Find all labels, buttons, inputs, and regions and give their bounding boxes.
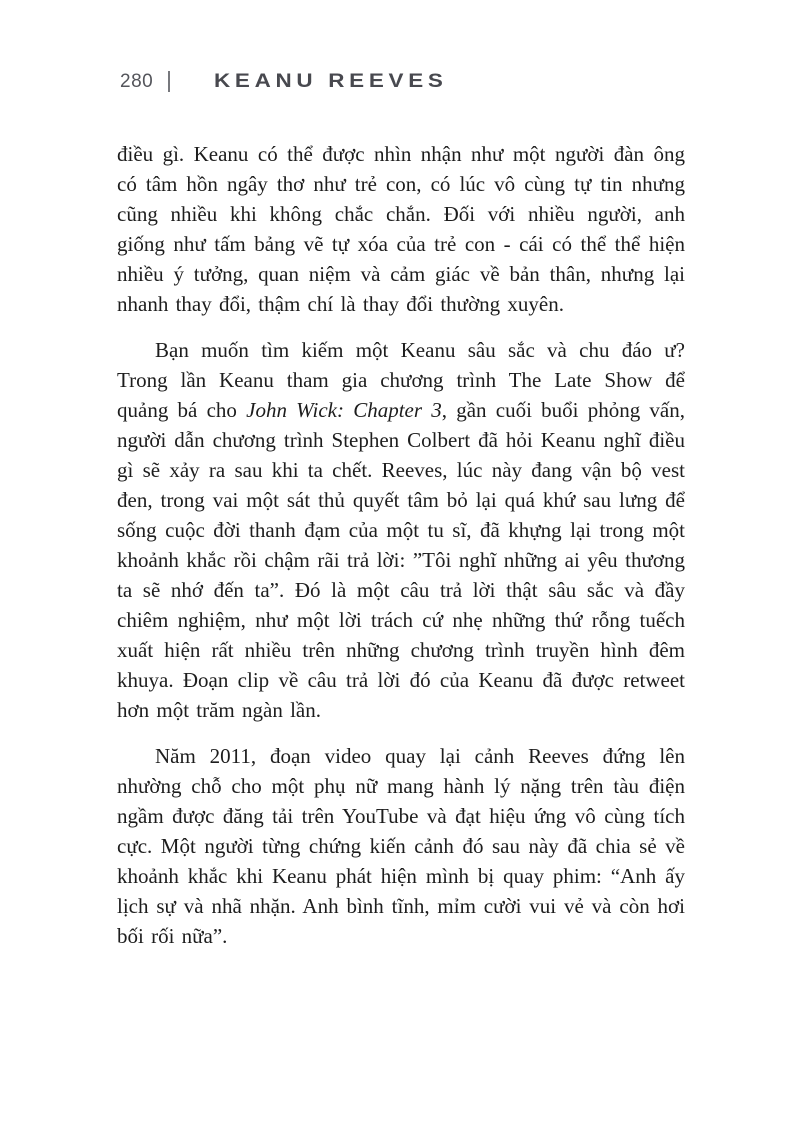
paragraph-2-text-after: , gần cuối buổi phỏng vấn, người dẫn chương trình Stephen Colbert đã hỏi Keanu nghĩ điều gì sẽ xảy ra sau khi ta chết. Reeves, lúc này đang vận bộ vest đen, trong vai một sát thủ quyết tâm bỏ lại quá khứ sau lưng để sống cuộc đời thanh đạm của một tu sĩ, đã khựng lại trong một khoảnh khắc rồi chậm rãi trả lời: ”Tôi nghĩ những ai yêu thương ta sẽ nhớ đến ta”. Đó là một câu trả lời thật sâu sắc và đầy chiêm nghiệm, như một lời trách cứ nhẹ những thứ rỗng tuếch xuất hiện rất nhiều trên những chương trình truyền hình đêm khuya. Đoạn clip về câu trả lời đó của Keanu đã được retweet hơn một trăm ngàn lần.	[117, 398, 685, 722]
paragraph-1: điều gì. Keanu có thể được nhìn nhận như một người đàn ông có tâm hồn ngây thơ như trẻ con, có lúc vô cùng tự tin nhưng cũng nhiều khi không chắc chắn. Đối với nhiều người, anh giống như tấm bảng vẽ tự xóa của trẻ con - cái có thể thể hiện nhiều ý tưởng, quan niệm và cảm giác về bản thân, nhưng lại nhanh thay đổi, thậm chí là thay đổi thường xuyên.	[117, 142, 685, 316]
paragraph-2	[117, 335, 685, 725]
book-title-logo: KEANU REEVES	[214, 70, 448, 92]
paragraph-2-text-before: Bạn muốn tìm kiếm một Keanu sâu sắc và chu đáo ư? Trong lần Keanu tham gia chương trình The Late Show để quảng bá cho	[117, 338, 685, 422]
header-divider	[168, 71, 170, 92]
paragraph-3: Năm 2011, đoạn video quay lại cảnh Reeves đứng lên nhường chỗ cho một phụ nữ mang hành lý nặng trên tàu điện ngầm được đăng tải trên YouTube và đạt hiệu ứng vô cùng tích cực. Một người từng chứng kiến cảnh đó sau này đã chia sẻ về khoảnh khắc khi Keanu phát hiện mình bị quay phim: “Anh ấy lịch sự và nhã nhặn. Anh bình tĩnh, mỉm cười vui vẻ và còn hơi bối rối nữa”.	[117, 744, 685, 948]
page-number: 280	[120, 70, 154, 92]
movie-title-italic: John Wick: Chapter 3	[246, 398, 442, 422]
running-header	[120, 68, 685, 94]
page-text-block	[117, 139, 685, 951]
